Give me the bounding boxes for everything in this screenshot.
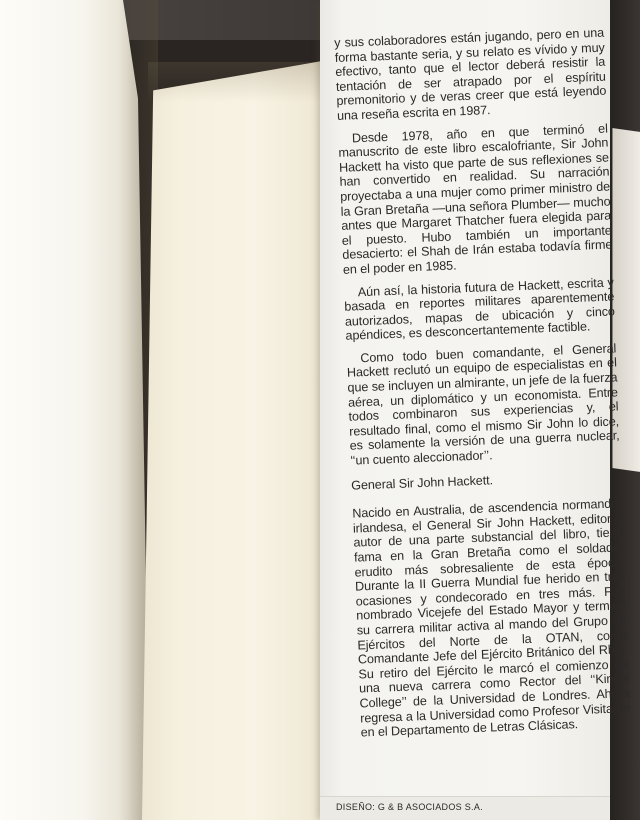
author-bio: Nacido en Australia, de ascendencia normando-irlandesa, el General Sir John Hackett, editor y autor de una parte substancial del libro, tiene fama en la Gran Bretaña como el soldado-erudito más sobresaliente de esta época. Durante la II Guerra Mundial fue herido en tres ocasiones y condecorado en tres más. Fue nombrado Vicejefe del Estado Mayor y terminó su carrera militar activa al mando del Grupo de Ejércitos del Norte de la OTAN, como Comandante Jefe del Ejército Británico del Rhin. Su retiro del Ejército le marcó el comienzo de una nueva carrera como Rector del ‘‘King’s College’’ de la Universidad de Londres. Ahora regresa a la Universidad como Profesor Visitante en el Departamento de Letras Clásicas. — [352, 496, 631, 740]
paragraph: Aún así, la historia futura de Hackett, escrita y basada en reportes militares aparentemente autorizados, mapas de ubicación y cinco apéndices, es desconcertantemente factible. — [344, 274, 616, 344]
author-heading: General Sir John Hackett. — [350, 472, 494, 493]
paragraph: Como todo buen comandante, el General Hackett reclutó un equipo de especialistas en el que se incluyen un almirante, un jefe de la fuerza aérea, un diplomático y un economista. Entre todos combinaron sus experiencias y, el resultado final, como el mismo Sir John lo dice, es solamente la versión de una guerra nuclear, ‘‘un cuento aleccionador’’. — [346, 341, 620, 468]
flap-text-block — [334, 26, 631, 749]
page-shadow — [148, 62, 328, 102]
paragraph: y sus colaboradores están jugando, pero en una forma bastante seria, y su relato es vívido y muy efectivo, tanto que el lector deberá resistir la tentación de ser atrapado por el espíritu premonitorio y de veras creer que está leyendo una reseña escrita en 1987. — [334, 25, 607, 123]
design-credit: DISEÑO: G & B ASOCIADOS S.A. — [336, 802, 483, 812]
paragraph: Desde 1978, año en que terminó el manuscrito de este libro escalofriante, Sir John Hackett ha visto que parte de sus reflexiones se han convertido en realidad. Su narración proyectaba a una mujer como primer ministro de la Gran Bretaña —una señora Plumber— mucho antes que Margaret Thatcher fuera elegida para el puesto. Hubo también un importante desacierto: el Shah de Irán estaba todavía firme en el poder en 1985. — [338, 121, 613, 277]
blank-page — [142, 60, 328, 820]
